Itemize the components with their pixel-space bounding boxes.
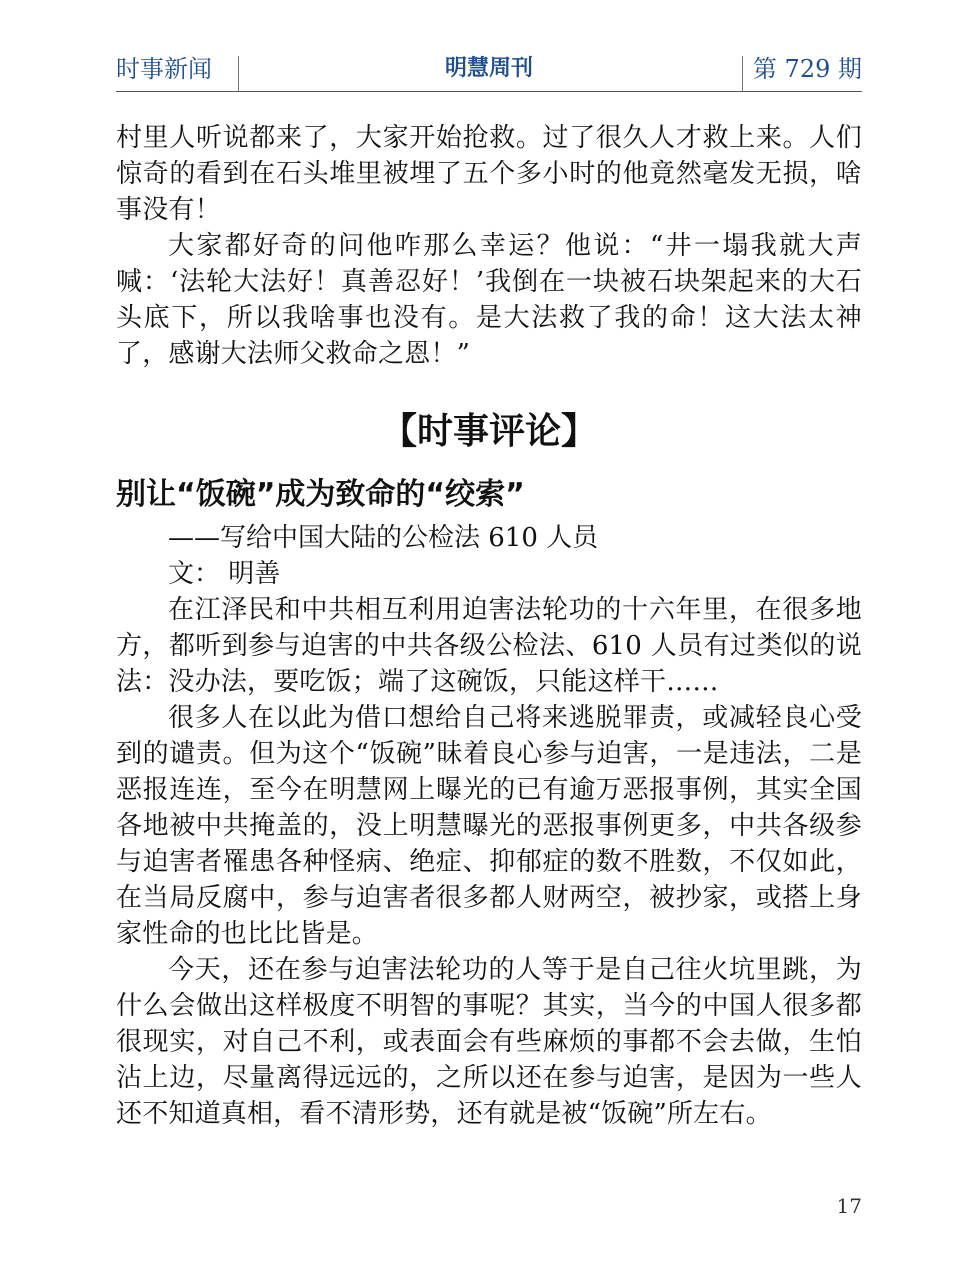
page-number: 17 <box>836 1194 862 1218</box>
article-subtitle: ——写给中国大陆的公检法 610 人员 <box>168 523 599 553</box>
page-content <box>116 120 862 1132</box>
body-paragraph-1: 村里人听说都来了，大家开始抢救。过了很久人才救上来。人们惊奇的看到在石头堆里被埋了五个多小时的他竟然毫发无损，啥事没有！ <box>116 123 862 225</box>
page-header <box>116 46 862 92</box>
article-author: 文： 明善 <box>168 559 281 589</box>
header-section-name: 时事新闻 <box>116 55 212 83</box>
section-title: 【时事评论】 <box>380 411 597 452</box>
header-issue-number: 第 729 期 <box>752 55 862 83</box>
header-publication-title: 明慧周刊 <box>444 56 533 81</box>
body-paragraph-2: 大家都好奇的问他咋那么幸运？他说：“井一塌我就大声喊：‘法轮大法好！真善忍好！’我倒在一块被石块架起来的大石头底下，所以我啥事也没有。是大法救了我的命！这大法太神了，感谢大法师父救命之恩！” <box>116 231 862 369</box>
article-paragraph-1: 在江泽民和中共相互利用迫害法轮功的十六年里，在很多地方，都听到参与迫害的中共各级公检法、610 人员有过类似的说法：没办法，要吃饭；端了这碗饭，只能这样干…… <box>116 595 862 697</box>
header-divider-right <box>742 56 743 92</box>
header-rule <box>116 91 862 92</box>
article-title: 别让“饭碗”成为致命的“绞索” <box>116 477 525 512</box>
article-paragraph-3: 今天，还在参与迫害法轮功的人等于是自己往火坑里跳，为什么会做出这样极度不明智的事呢？其实，当今的中国人很多都很现实，对自己不利，或表面会有些麻烦的事都不会去做，生怕沾上边，尽量离得远远的，之所以还在参与迫害，是因为一些人还不知道真相，看不清形势，还有就是被“饭碗”所左右。 <box>116 955 862 1129</box>
article-paragraph-2: 很多人在以此为借口想给自己将来逃脱罪责，或减轻良心受到的谴责。但为这个“饭碗”昧着良心参与迫害，一是违法，二是恶报连连，至今在明慧网上曝光的已有逾万恶报事例，其实全国各地被中共掩盖的，没上明慧曝光的恶报事例更多，中共各级参与迫害者罹患各种怪病、绝症、抑郁症的数不胜数，不仅如此，在当局反腐中，参与迫害者很多都人财两空，被抄家，或搭上身家性命的也比比皆是。 <box>116 703 862 949</box>
